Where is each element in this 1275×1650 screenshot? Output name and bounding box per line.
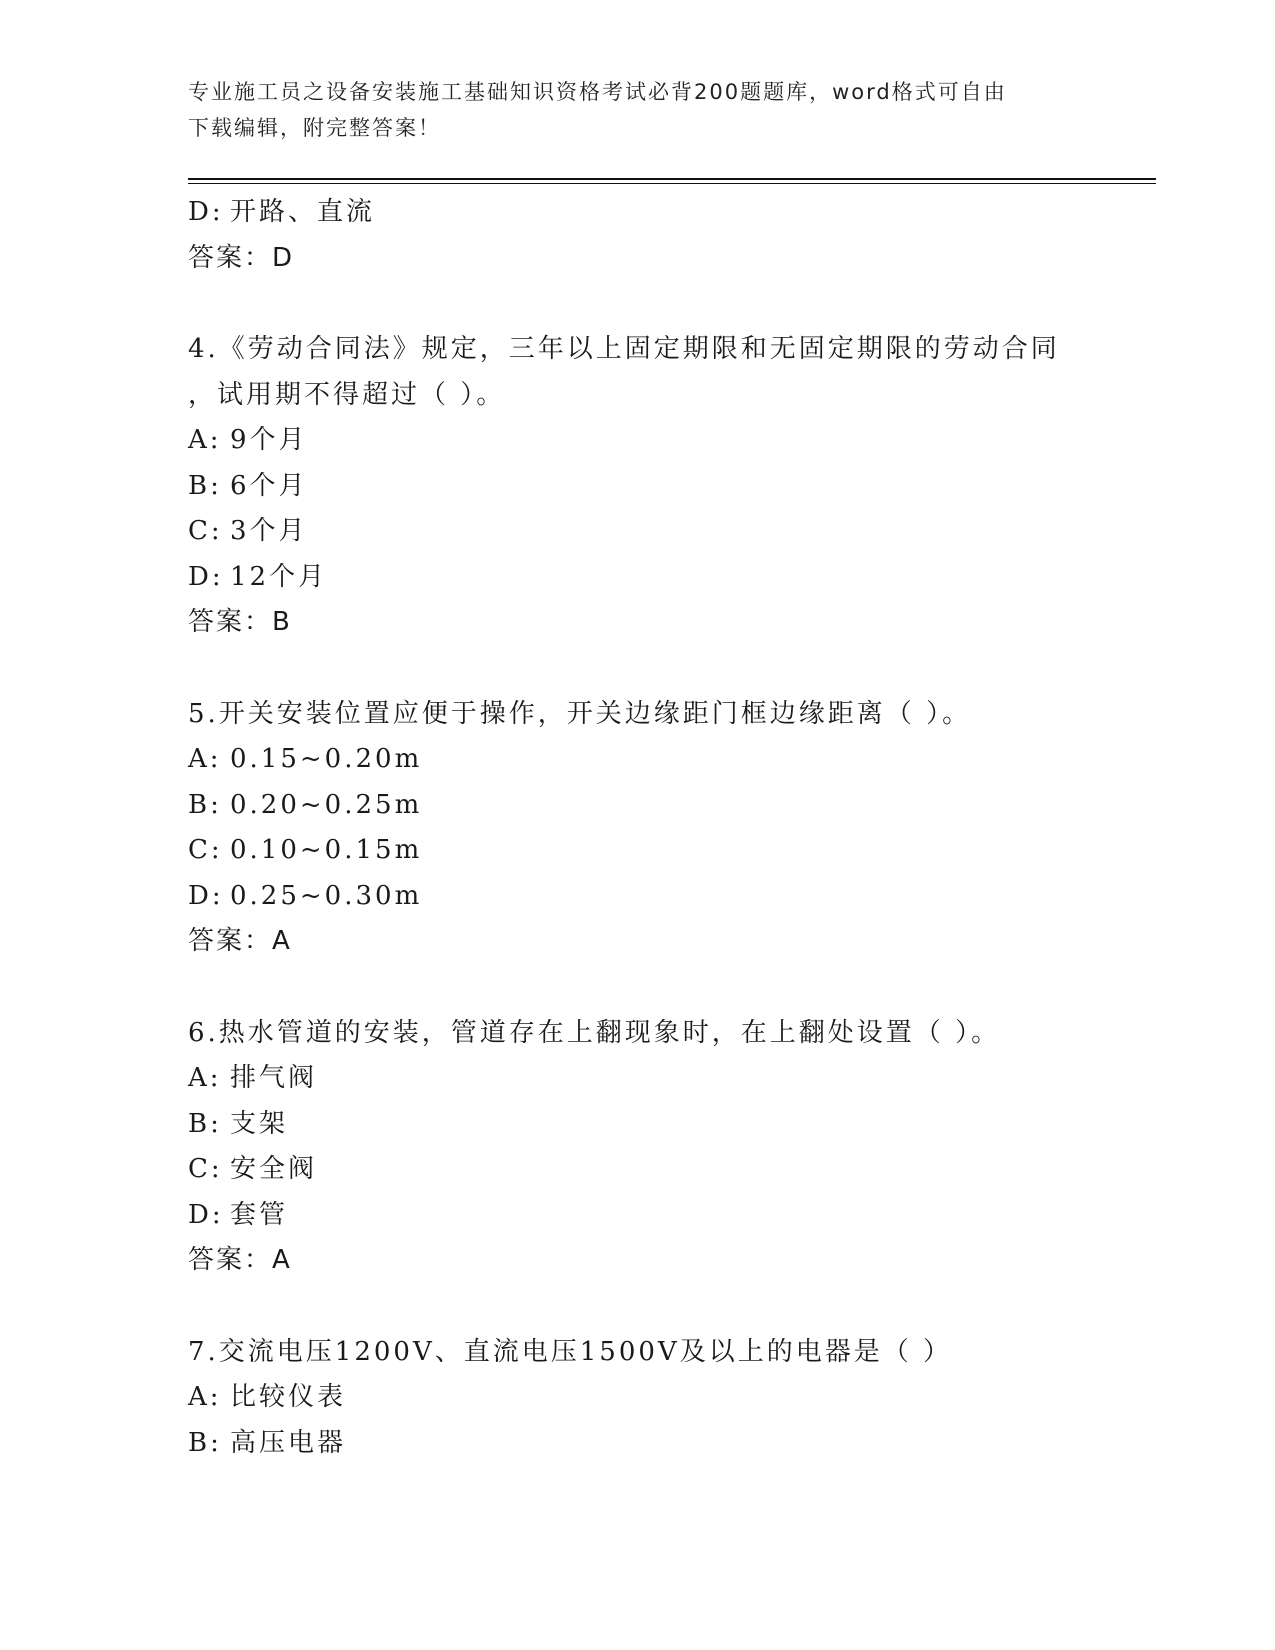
question-6-option-a [188,1056,1088,1102]
option-key: A: [188,1382,222,1412]
option-key: C: [188,516,223,546]
question-4-stem-line-2: ，试用期不得超过（ ）。 [188,379,506,410]
option-text: 0.20~0.25m [230,789,423,820]
question-7 [188,1330,1088,1467]
option-key: D: [188,880,224,911]
option-key: D: [188,561,224,592]
option-key: A: [188,1063,222,1093]
option-key: B: [188,470,222,501]
question-7-option-a [188,1375,1088,1421]
option-text: 安全阀 [230,1154,318,1184]
option-text: 开路、直流 [230,197,376,227]
question-spacer [188,1284,1088,1330]
question-5-option-c [188,828,1088,874]
option-key: B: [188,1108,222,1139]
question-4-stem-line-1: 4.《劳动合同法》规定，三年以上固定期限和无固定期限的劳动合同 [188,334,1060,364]
option-key: D: [188,1199,224,1230]
option-text: 3个月 [230,516,308,546]
question-4 [188,327,1088,646]
question-6-option-b [188,1102,1088,1148]
header-divider-thin [188,183,1156,184]
option-text: 9个月 [230,425,308,455]
option-text: 套管 [230,1199,289,1230]
question-4-option-b [188,464,1088,510]
option-key: D: [188,197,224,227]
question-spacer [188,281,1088,327]
question-3-tail [188,190,1088,281]
option-text: 高压电器 [230,1427,347,1458]
header-line-2: 下载编辑，附完整答案！ [188,116,441,140]
question-3-option-d [188,190,1088,236]
option-key: C: [188,1154,223,1184]
header-line-1: 专业施工员之设备安装施工基础知识资格考试必背200题题库，word格式可自由 [188,80,1007,104]
question-3-answer: 答案：D [188,242,295,273]
question-5-answer: 答案：A [188,926,292,956]
option-text: 12个月 [230,561,328,592]
option-key: A: [188,425,222,455]
option-text: 支架 [230,1108,289,1139]
question-6-option-c [188,1147,1088,1193]
question-4-option-c [188,509,1088,555]
question-5-option-a [188,737,1088,783]
document-header [188,74,1088,146]
question-5-option-d [188,874,1088,920]
question-4-answer: 答案：B [188,607,292,637]
option-text: 0.10~0.15m [230,835,423,865]
question-5-stem-line-1: 5.开关安装位置应便于操作，开关边缘距门框边缘距离（ ）。 [188,698,972,729]
option-text: 0.15~0.20m [230,744,423,774]
question-5-option-b [188,783,1088,829]
question-6-answer: 答案：A [188,1245,292,1275]
question-list [188,190,1088,1466]
option-text: 排气阀 [230,1063,318,1093]
option-key: A: [188,744,222,774]
question-5 [188,692,1088,965]
question-6 [188,1011,1088,1284]
option-key: B: [188,789,222,820]
question-6-option-d [188,1193,1088,1239]
question-7-stem-line-1: 7.交流电压1200V、直流电压1500V及以上的电器是（ ） [188,1336,952,1367]
option-text: 0.25~0.30m [230,880,423,911]
question-4-option-d [188,555,1088,601]
option-key: B: [188,1427,222,1458]
option-key: C: [188,835,223,865]
question-spacer [188,646,1088,692]
option-text: 比较仪表 [230,1382,347,1412]
option-text: 6个月 [230,470,308,501]
question-7-option-b [188,1421,1088,1467]
question-4-option-a [188,418,1088,464]
header-divider-thick [188,178,1156,180]
question-spacer [188,965,1088,1011]
question-6-stem-line-1: 6.热水管道的安装，管道存在上翻现象时，在上翻处设置（ ）。 [188,1017,1001,1048]
